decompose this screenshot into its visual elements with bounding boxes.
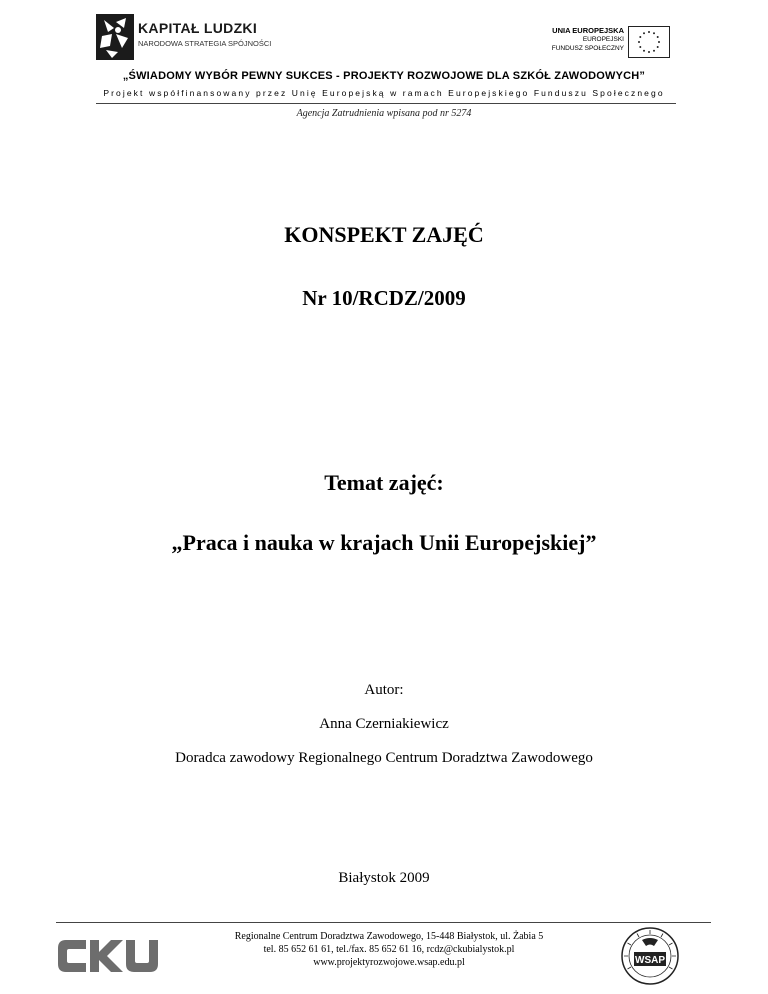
- eu-logo: [520, 26, 670, 60]
- agency-note: Agencja Zatrudnienia wpisana pod nr 5274: [296, 108, 472, 119]
- document-title: KONSPEKT ZAJĘĆ: [284, 222, 484, 247]
- footer-phone-email: tel. 85 652 61 61, tel./fax. 85 652 61 16, rcdz@ckubialystok.pl: [263, 944, 515, 955]
- footer-website: www.projektyrozwojowe.wsap.edu.pl: [313, 957, 465, 968]
- author-name: Anna Czerniakiewicz: [319, 716, 449, 732]
- wsap-logo: [620, 926, 680, 986]
- project-title: „ŚWIADOMY WYBÓR PEWNY SUKCES - PROJEKTY ROZWOJOWE DLA SZKÓŁ ZAWODOWYCH”: [122, 70, 646, 82]
- document-number: Nr 10/RCDZ/2009: [302, 286, 466, 310]
- project-subtitle: Projekt współfinansowany przez Unię Europejską w ramach Europejskiego Funduszu Społecznego: [103, 88, 665, 98]
- cku-logo-icon: [56, 936, 160, 976]
- topic-label: Temat zajęć:: [324, 470, 444, 495]
- kapital-ludzki-subtitle: NARODOWA STRATEGIA SPÓJNOŚCI: [138, 39, 272, 48]
- eu-logo-line2: EUROPEJSKI: [582, 36, 624, 43]
- eu-logo-line1: UNIA EUROPEJSKA: [552, 26, 624, 35]
- author-role: Doradca zawodowy Regionalnego Centrum Doradztwa Zawodowego: [175, 750, 593, 766]
- footer-divider: [56, 922, 711, 923]
- footer-address: Regionalne Centrum Doradztwa Zawodowego, 15-448 Białystok, ul. Żabia 5: [234, 931, 544, 942]
- cku-logo: [56, 936, 160, 976]
- author-label: Autor:: [364, 682, 404, 698]
- eu-flag-icon: [628, 26, 670, 58]
- topic-text: „Praca i nauka w krajach Unii Europejskiej”: [171, 530, 597, 555]
- place-date: Białystok 2009: [338, 870, 430, 886]
- eu-logo-line3: FUNDUSZ SPOŁECZNY: [551, 45, 624, 52]
- kapital-ludzki-logo: [96, 14, 296, 64]
- footer-contact: [160, 930, 618, 969]
- kapital-ludzki-title: KAPITAŁ LUDZKI: [138, 20, 258, 36]
- wsap-logo-text: WSAP: [635, 955, 665, 966]
- kapital-ludzki-emblem-icon: [96, 14, 134, 60]
- wsap-seal-icon: [620, 926, 680, 986]
- header-divider: [96, 103, 676, 104]
